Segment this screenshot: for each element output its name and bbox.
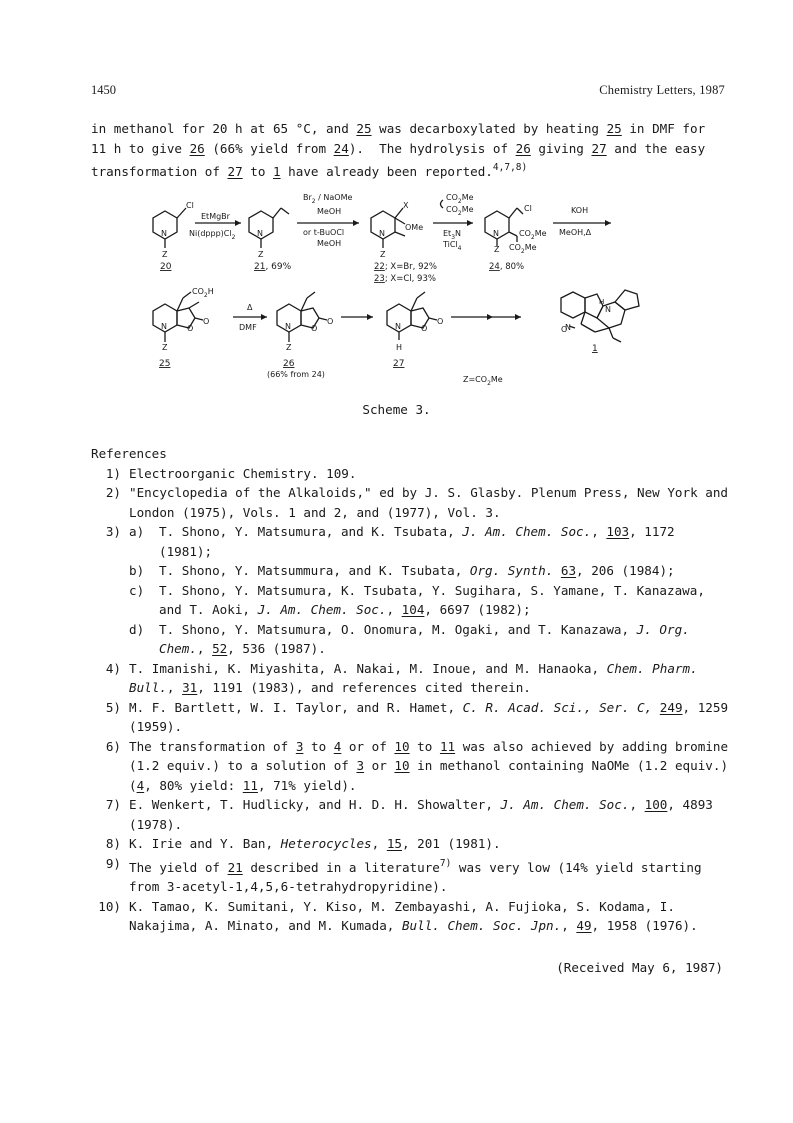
reagent-3-bottom: $Et_3N$ [443, 229, 462, 241]
z-group-label: Z [380, 250, 386, 259]
compound-ref: 4 [136, 777, 145, 793]
z-definition: $Z=CO_2Me$ [463, 375, 503, 387]
n-atom-label: N [493, 229, 499, 238]
compound-label-24: 24, 80% [489, 262, 525, 272]
journal-name: J. Am. Chem. Soc. [257, 602, 387, 617]
volume: 100 [644, 797, 668, 812]
compound-ref: 11 [242, 777, 258, 793]
n-atom-label: N [395, 322, 401, 331]
n-atom-label: N [605, 305, 611, 314]
compound-22-23-structure [371, 208, 405, 248]
reagent-1-bottom: $Ni(dppp)Cl_2$ [189, 229, 236, 241]
compound-ref: 25 [356, 121, 372, 136]
compound-ref: 11 [439, 738, 456, 754]
journal-name: J. Am. Chem. Soc. [462, 524, 592, 539]
h-atom-label: H [396, 343, 403, 352]
scheme-caption: Scheme 3. [362, 402, 431, 417]
reagent-2-top-solvent: MeOH [317, 207, 342, 216]
compound-ref: 21 [227, 859, 243, 875]
reference-item: 4) T. Imanishi, K. Miyashita, A. Nakai, M. Inoue, and M. Hanaoka, Chem. Pharm. Bull., 31, 1191 (1983), and references cited therein. [105, 660, 698, 695]
compound-21-structure [249, 208, 289, 248]
sub-reference: a) T. Shono, Y. Matsumura, and K. Tsubata, J. Am. Chem. Soc., 103, 1172 (1981); [129, 524, 675, 559]
reagent-5-top: Δ [247, 303, 253, 312]
n-atom-label: N [565, 323, 571, 332]
reference-item: 6) The transformation of 3 to 4 or of 10 to 11 was also achieved by adding bromine (1.2 equiv.) to a solution of 3 or 10 in methanol containing NaOMe (1.2 equiv.) (4, 80% yield: 11, 71% yield). [105, 738, 729, 793]
received-date: (Received May 6, 1987) [556, 960, 723, 975]
substituent-ome: OMe [405, 223, 424, 232]
volume: 104 [401, 602, 425, 617]
substituent-co2h: $CO_2H$ [192, 287, 214, 299]
o-atom-label: O [421, 324, 428, 333]
journal-running-head: Chemistry Letters, 1987 [599, 83, 725, 97]
z-group-label: Z [494, 245, 500, 254]
z-group-label: Z [258, 250, 264, 259]
sub-reference: c) T. Shono, Y. Matsumura, K. Tsubata, Y. Sugihara, S. Yamane, T. Kanazawa, and T. Aoki, J. Am. Chem. Soc., 104, 6697 (1982); [129, 582, 705, 617]
journal-name: Org. Synth. [469, 563, 554, 578]
reagent-2-bottom: or t-BuOCl [303, 228, 345, 237]
compound-25-structure [153, 292, 203, 342]
journal-name: J. Am. Chem. Soc. [500, 797, 630, 812]
reference-item: 8) K. Irie and Y. Ban, Heterocycles, 15, 201 (1981). [105, 836, 501, 851]
compound-26-structure [277, 292, 327, 342]
compound-label-21: 21, 69% [254, 262, 292, 272]
compound-ref: 3 [295, 738, 304, 754]
journal-name: J. Org. Chem. [159, 621, 690, 656]
n-atom-label: N [161, 229, 167, 238]
intro-line-2: 11 h to give 26 (66% yield from 24). The hydrolysis of 26 giving 27 and the easy [91, 140, 706, 156]
substituent-x: X [403, 201, 409, 210]
compound-26-yield: (66% from 24) [267, 370, 325, 379]
compound-number-25: 25 [159, 359, 171, 369]
reference-item: 3) a) T. Shono, Y. Matsumura, and K. Tsubata, J. Am. Chem. Soc., 103, 1172 (1981); b) T. Shono, Y. Matsummura, and K. Tsubata, Org. Synth. 63, 206 (1984); c) T. Shono, Y. Matsumura, K. Tsubata, Y. Sugihara, S. Yamane, T. Kanazawa, and T. Aoki, J. Am. Chem. Soc., 104, 6697 (1982); d) T. Shono, Y. Matsumura, O. Onomura, M. Ogaki, and T. Kanazawa, J. Org. Chem., 52, 536 (1987). [91, 522, 731, 659]
volume: 103 [606, 524, 630, 539]
compound-ref: 3 [356, 758, 365, 773]
reference-item: 2) "Encyclopedia of the Alkaloids," ed by J. S. Glasby. Plenum Press, New York and London (1975), Vols. 1 and 2, and (1977), Vol. 3. [105, 485, 728, 520]
compound-ref: 4 [333, 738, 342, 754]
citation-superscript: 7) [439, 857, 452, 869]
o-atom-label: O [327, 317, 334, 326]
substituent-co2me: $CO_2Me$ [519, 229, 547, 241]
compound-label-23: 23; X=Cl, 93% [374, 274, 436, 284]
sub-reference: b) T. Shono, Y. Matsummura, and K. Tsubata, Org. Synth. 63, 206 (1984); [129, 563, 675, 578]
compound-24-structure [485, 208, 523, 246]
references-heading: References [91, 446, 167, 461]
compound-ref: 10 [394, 738, 410, 754]
o-atom-label: O [187, 324, 194, 333]
compound-number-1: 1 [592, 344, 598, 354]
reference-item: 7) E. Wenkert, T. Hudlicky, and H. D. H. Showalter, J. Am. Chem. Soc., 100, 4893 (1978). [105, 797, 713, 832]
compound-ref: 1 [273, 164, 281, 179]
volume: 15 [386, 836, 402, 851]
compound-ref: 26 [189, 140, 205, 156]
volume: 52 [212, 641, 228, 656]
compound-number-20: 20 [160, 262, 172, 272]
reaction-scheme [91, 186, 731, 396]
compound-ref: 26 [515, 140, 531, 156]
reagent-1-top: EtMgBr [201, 212, 230, 221]
z-group-label: Z [162, 343, 168, 352]
compound-label-22: 22; X=Br, 92% [374, 262, 437, 272]
compound-ref: 27 [591, 140, 607, 156]
substituent-cl-24: Cl [524, 204, 532, 213]
volume: 31 [182, 680, 198, 695]
reagent-2-top: $Br_2$ / NaOMe [303, 193, 353, 205]
intro-line-1: in methanol for 20 h at 65 °C, and 25 was decarboxylated by heating 25 in DMF for [91, 121, 706, 136]
z-group-label: Z [286, 343, 292, 352]
intro-paragraph [91, 119, 731, 182]
citation-superscript: 4,7,8) [492, 162, 528, 173]
substituent-cl: Cl [186, 201, 194, 210]
page-number: 1450 [91, 83, 116, 97]
reagent-2-bottom-solvent: MeOH [317, 239, 342, 248]
reference-item: 1) Electroorganic Chemistry. 109. [105, 465, 357, 481]
n-atom-label: N [379, 229, 385, 238]
volume: 63 [560, 563, 577, 578]
compound-ref: 10 [394, 758, 410, 773]
reference-item: 5) M. F. Bartlett, W. I. Taylor, and R. Hamet, C. R. Acad. Sci., Ser. C, 249, 1259 (1959). [105, 699, 729, 734]
reagent-3-bottom-2: TiCl$_4$ [443, 240, 462, 252]
journal-name: C. R. Acad. Sci., Ser. C, [462, 699, 653, 715]
reference-item: 10) K. Tamao, K. Sumitani, Y. Kiso, M. Zembayashi, A. Fujioka, S. Kodama, I. Nakajima, A. Minato, and M. Kumada, Bull. Chem. Soc. Jpn., 49, 1958 (1976). [98, 898, 698, 933]
compound-ref: 27 [227, 164, 243, 179]
z-group-label: Z [162, 250, 168, 259]
o-atom-label: O [561, 325, 568, 334]
o-atom-label: O [203, 317, 210, 326]
references-section [91, 444, 731, 936]
n-atom-label: N [257, 229, 263, 238]
journal-name: Heterocycles [280, 836, 372, 851]
journal-name: Chem. Pharm. Bull. [129, 660, 698, 695]
reagent-3-top-2: $CO_2Me$ [446, 205, 474, 217]
intro-line-3: transformation of 27 to 1 have already been reported.$^{4,7,8)}$ [91, 162, 528, 179]
reference-item: 9) The yield of 21 described in a literature$^{7)}$ was very low (14% yield starting from 3-acetyl-1,4,5,6-tetrahydropyridine). [105, 855, 702, 894]
reagent-4-top: KOH [571, 206, 589, 215]
reagent-5-bottom: DMF [239, 323, 257, 332]
compound-ref: 25 [606, 121, 622, 136]
sub-reference: d) T. Shono, Y. Matsumura, O. Onomura, M. Ogaki, and T. Kanazawa, J. Org. Chem., 52, 536 (1987). [129, 621, 690, 656]
compound-27-structure [387, 292, 437, 340]
compound-ref: 24 [333, 140, 349, 156]
compound-20-structure [153, 208, 186, 248]
substituent-co2me-2: $CO_2Me$ [509, 243, 537, 255]
compound-number-26: 26 [283, 359, 295, 369]
h-atom-label: H [599, 298, 605, 306]
compound-number-27: 27 [393, 359, 405, 369]
journal-name: Bull. Chem. Soc. Jpn. [401, 918, 562, 933]
volume: 249 [659, 699, 683, 715]
reagent-4-bottom: MeOH,Δ [559, 228, 592, 237]
o-atom-label: O [311, 324, 318, 333]
n-atom-label: N [161, 322, 167, 331]
o-atom-label: O [437, 317, 444, 326]
n-atom-label: N [285, 322, 291, 331]
reagent-3-top: $CO_2Me$ [446, 193, 474, 205]
volume: 49 [576, 918, 592, 933]
